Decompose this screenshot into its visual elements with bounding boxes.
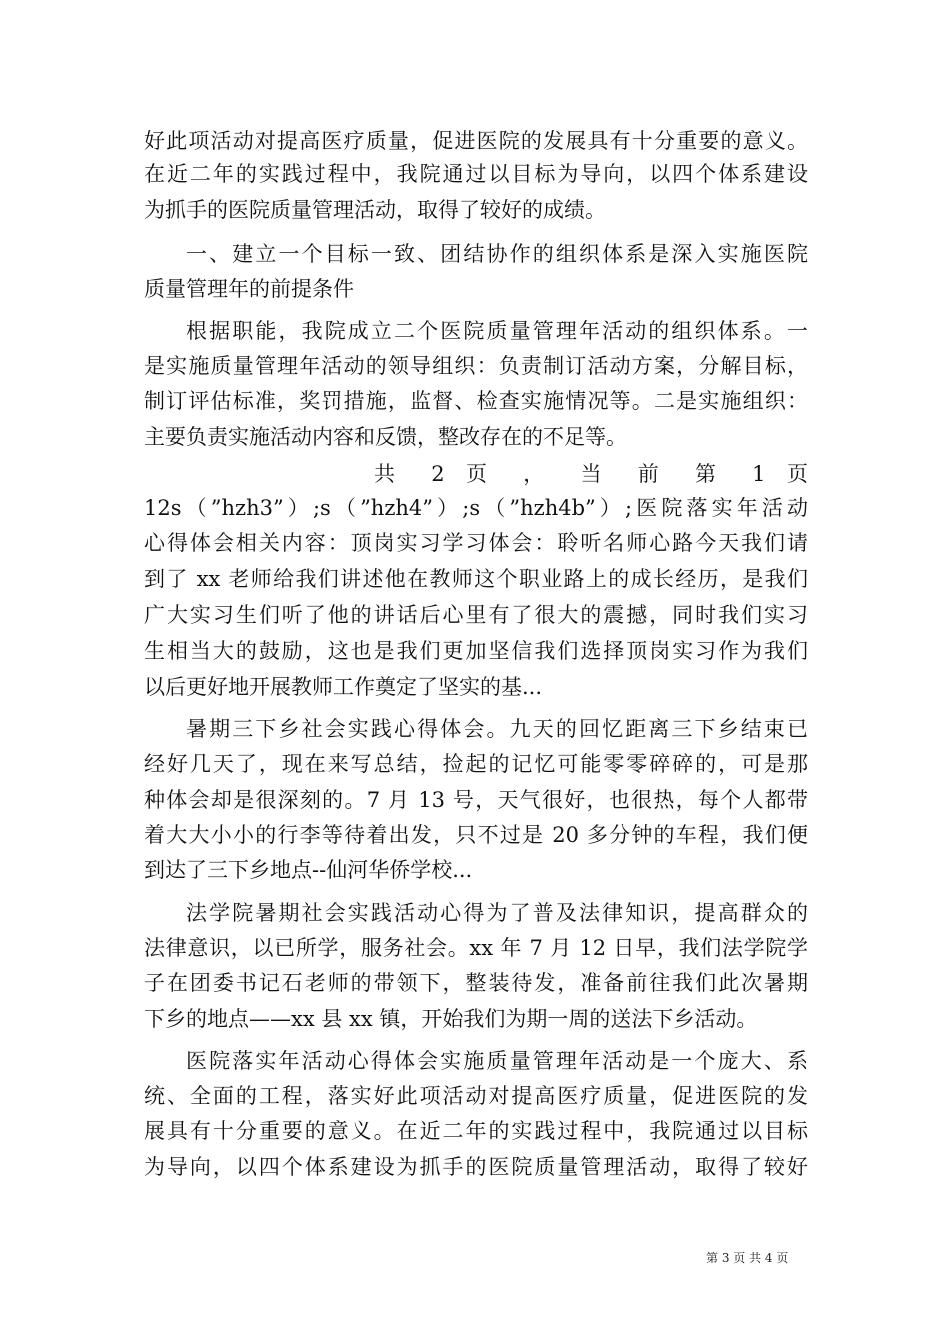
text-line: 为导向，以四个体系建设为抓手的医院质量管理活动，取得了较好 bbox=[144, 1155, 808, 1179]
text-line: 子在团委书记石老师的带领下，整装待发，准备前往我们此次暑期 bbox=[144, 971, 808, 995]
text-line: 暑期三下乡社会实践心得体会。九天的回忆距离三下乡结束已 bbox=[186, 717, 808, 741]
text-line: 到达了三下乡地点--仙河华侨学校... bbox=[144, 858, 473, 882]
section-heading-line: 质量管理年的前提条件 bbox=[144, 277, 354, 301]
text-line: 医院落实年活动心得体会实施质量管理年活动是一个庞大、系 bbox=[186, 1049, 808, 1073]
section-heading-line: 一、建立一个目标一致、团结协作的组织体系是深入实施医院 bbox=[186, 242, 808, 266]
text-line: 为抓手的医院质量管理活动，取得了较好的成绩。 bbox=[144, 198, 606, 222]
text-line: 种体会却是很深刻的。7 月 13 号，天气很好，也很热，每个人都带 bbox=[144, 788, 808, 812]
text-line: 到了 xx 老师给我们讲述他在教师这个职业路上的成长经历，是我们 bbox=[144, 567, 808, 591]
text-line: 心得体会相关内容：顶岗实习学习体会：聆听名师心路今天我们请 bbox=[144, 531, 808, 555]
page-count-line: 共 2 页 ， 当 前 第 1 页 bbox=[374, 462, 808, 486]
text-line: 好此项活动对提高医疗质量，促进医院的发展具有十分重要的意义。 bbox=[144, 129, 808, 153]
text-line: 着大大小小的行李等待着出发，只不过是 20 多分钟的车程，我们便 bbox=[144, 823, 808, 847]
text-line: 在近二年的实践过程中，我院通过以目标为导向，以四个体系建设 bbox=[144, 162, 808, 186]
text-line: 法律意识，以已所学，服务社会。xx 年 7 月 12 日早，我们法学院学 bbox=[144, 936, 808, 960]
text-line: 下乡的地点——xx 县 xx 镇，开始我们为期一周的送法下乡活动。 bbox=[144, 1007, 758, 1031]
text-line: 是实施质量管理年活动的领导组织：负责制订活动方案，分解目标， bbox=[144, 354, 808, 378]
page-footer: 第 3 页 共 4 页 bbox=[706, 1251, 789, 1265]
text-line: 以后更好地开展教师工作奠定了坚实的基... bbox=[144, 675, 543, 699]
text-line: 主要负责实施活动内容和反馈，整改存在的不足等。 bbox=[144, 425, 627, 449]
text-line: 广大实习生们听了他的讲话后心里有了很大的震撼，同时我们实习 bbox=[144, 603, 808, 627]
text-line: 展具有十分重要的意义。在近二年的实践过程中，我院通过以目标 bbox=[144, 1119, 808, 1143]
text-line: 统、全面的工程，落实好此项活动对提高医疗质量，促进医院的发 bbox=[144, 1084, 808, 1108]
text-line: 12s（”hzh3”）;s（”hzh4”）;s（”hzh4b”）;医院落实年活动 bbox=[144, 496, 808, 520]
text-line: 法学院暑期社会实践活动心得为了普及法律知识，提高群众的 bbox=[186, 901, 808, 925]
text-line: 经好几天了，现在来写总结，捡起的记忆可能零零碎碎的，可是那 bbox=[144, 752, 808, 776]
text-line: 根据职能，我院成立二个医院质量管理年活动的组织体系。一 bbox=[186, 319, 808, 343]
text-line: 生相当大的鼓励，这也是我们更加坚信我们选择顶岗实习作为我们 bbox=[144, 639, 808, 663]
text-line: 制订评估标准，奖罚措施，监督、检查实施情况等。二是实施组织： bbox=[144, 389, 808, 413]
